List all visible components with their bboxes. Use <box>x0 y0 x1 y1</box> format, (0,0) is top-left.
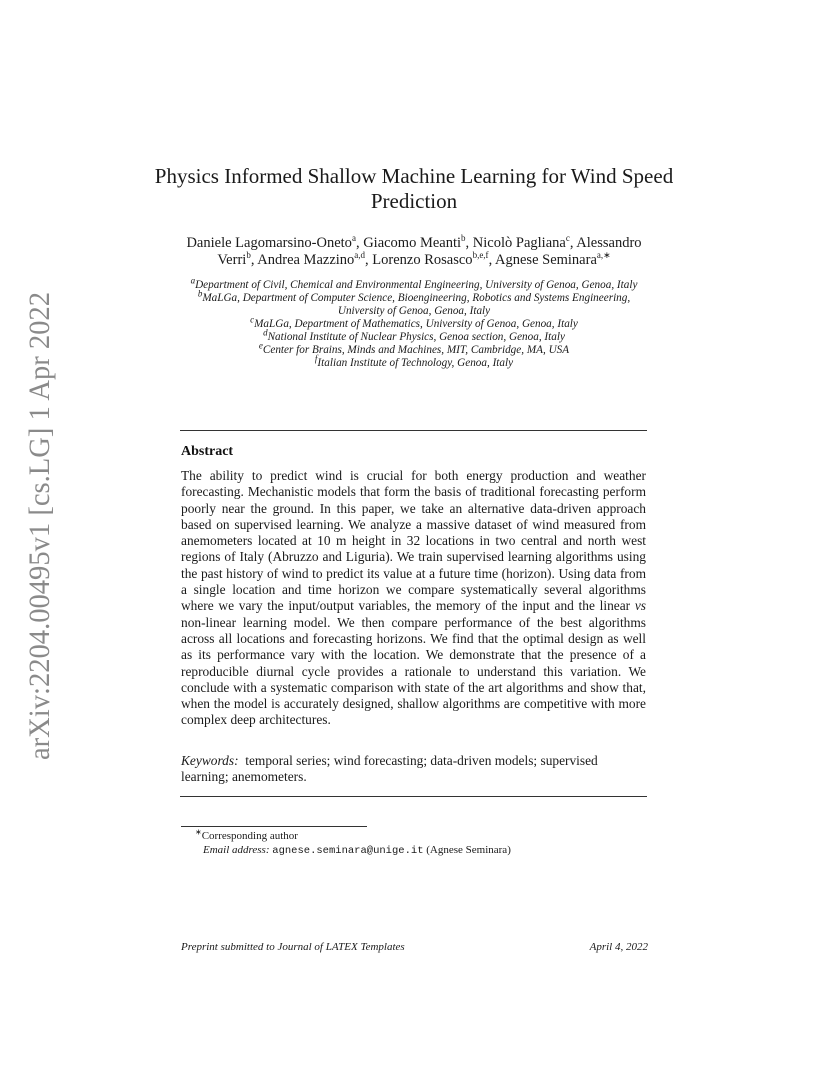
corresponding-author-note <box>195 829 615 843</box>
affiliation-list <box>190 275 638 370</box>
arxiv-identifier-stamp <box>16 290 60 760</box>
footnote <box>195 829 615 858</box>
affiliation-mark: d <box>263 327 268 338</box>
author-separator: , <box>465 235 473 251</box>
author-name: Nicolò Pagliana <box>472 235 566 251</box>
footnote-mark: ∗ <box>195 827 202 837</box>
footer-preprint-note: Preprint submitted to Journal of LATEX Templates <box>181 941 405 953</box>
author-name: Lorenzo Rosasco <box>372 252 473 268</box>
email-line <box>203 843 615 858</box>
author-entry <box>257 252 372 268</box>
paper-title: Physics Informed Shallow Machine Learning for Wind Speed Prediction <box>154 164 674 213</box>
author-affiliation-marks: b,e,f <box>472 250 489 261</box>
abstract-text-part2: non-linear learning model. We then compare performance of the best algorithms across all locations and forecasting horizons. We find that the optimal design as well as its performance vary with the location. We demonstrate that the presence of a reproducible diurnal cycle provides a rationale to understand this variation. We conclude with a systematic comparison with state of the art algorithms and show that, when the model is accurately designed, shallow algorithms are competitive with more complex deep architectures. <box>181 614 646 728</box>
author-separator: , <box>355 235 364 251</box>
author-affiliation-marks: b <box>246 250 251 261</box>
author-separator: , <box>365 252 373 268</box>
author-separator: , <box>569 235 577 251</box>
author-affiliation-marks: b <box>461 233 466 244</box>
author-name: Agnese Seminara <box>495 252 597 268</box>
affiliation-text: Center for Brains, Minds and Machines, MIT, Cambridge, MA, USA <box>262 344 570 356</box>
abstract-text-part1: The ability to predict wind is crucial for both energy production and weather forecasting. Mechanistic models that form the basis of traditional forecasting perform poorly near the ground. In this paper, we take an alternative data-driven approach based on supervised learning. We analyze a massive dataset of wind measured from anemometers located at 10 m height in 32 locations in two central and north west regions of Italy (Abruzzo and Liguria). We train supervised learning algorithms using the past history of wind to predict its value at a future time (horizon). Using data from a single location and time horizon we compare systematically several algorithms where we vary the input/output variables, the memory of the input and the linear <box>181 468 646 614</box>
affiliation-text: Italian Institute of Technology, Genoa, Italy <box>317 357 514 369</box>
email-owner: (Agnese Seminara) <box>426 844 511 856</box>
abstract-body <box>181 468 646 729</box>
affiliation-text: MaLGa, Department of Computer Science, Bioengineering, Robotics and Systems Engineering, University of Genoa, Genoa, Italy <box>202 292 631 317</box>
affiliation-mark: c <box>250 314 255 325</box>
keywords-text: temporal series; wind forecasting; data-driven models; supervised learning; anemometers. <box>181 753 598 785</box>
keywords <box>181 753 646 786</box>
author-entry <box>473 235 576 251</box>
affiliation-mark: f <box>314 353 318 364</box>
email-address-link[interactable]: agnese.seminara@unige.it <box>272 845 424 857</box>
author-name: Andrea Mazzino <box>257 252 355 268</box>
footer-date: April 4, 2022 <box>589 941 648 953</box>
author-affiliation-marks: a <box>351 233 356 244</box>
author-name: Daniele Lagomarsino-Oneto <box>186 235 352 251</box>
author-entry <box>495 252 611 268</box>
arxiv-stamp-text: arXiv:2204.00495v1 [cs.LG] 1 Apr 2022 <box>23 290 56 760</box>
affiliation-item <box>190 340 638 357</box>
author-affiliation-marks: a,d <box>354 250 366 261</box>
abstract-heading: Abstract <box>181 444 234 459</box>
author-entry <box>372 252 495 268</box>
email-label: Email address: <box>203 844 270 856</box>
affiliation-item <box>190 327 638 344</box>
affiliation-text: MaLGa, Department of Mathematics, University of Genoa, Genoa, Italy <box>254 318 578 330</box>
author-separator: , <box>250 252 258 268</box>
author-affiliation-marks: a,∗ <box>596 250 611 261</box>
affiliation-text: National Institute of Nuclear Physics, Genoa section, Genoa, Italy <box>267 331 565 343</box>
affiliation-item <box>190 288 638 318</box>
author-affiliation-marks: c <box>565 233 570 244</box>
abstract-top-rule <box>180 430 647 431</box>
abstract-bottom-rule <box>180 796 647 797</box>
author-name: Giacomo Meanti <box>363 235 462 251</box>
affiliation-item <box>190 314 638 331</box>
affiliation-item <box>190 353 638 370</box>
author-name: Alessandro Verri <box>217 235 642 268</box>
keywords-label: Keywords: <box>181 753 239 768</box>
abstract-vs: vs <box>634 598 646 614</box>
author-entry <box>186 235 363 251</box>
affiliation-mark: e <box>258 340 263 351</box>
affiliation-item <box>190 275 638 292</box>
affiliation-mark: b <box>197 288 203 299</box>
corresponding-author-text: Corresponding author <box>201 830 298 842</box>
author-entry <box>363 235 473 251</box>
footnote-rule <box>181 826 367 827</box>
author-list <box>176 235 652 269</box>
affiliation-mark: a <box>190 275 196 286</box>
author-separator: , <box>488 252 496 268</box>
affiliation-text: Department of Civil, Chemical and Environmental Engineering, University of Genoa, Genoa, Italy <box>195 279 638 291</box>
